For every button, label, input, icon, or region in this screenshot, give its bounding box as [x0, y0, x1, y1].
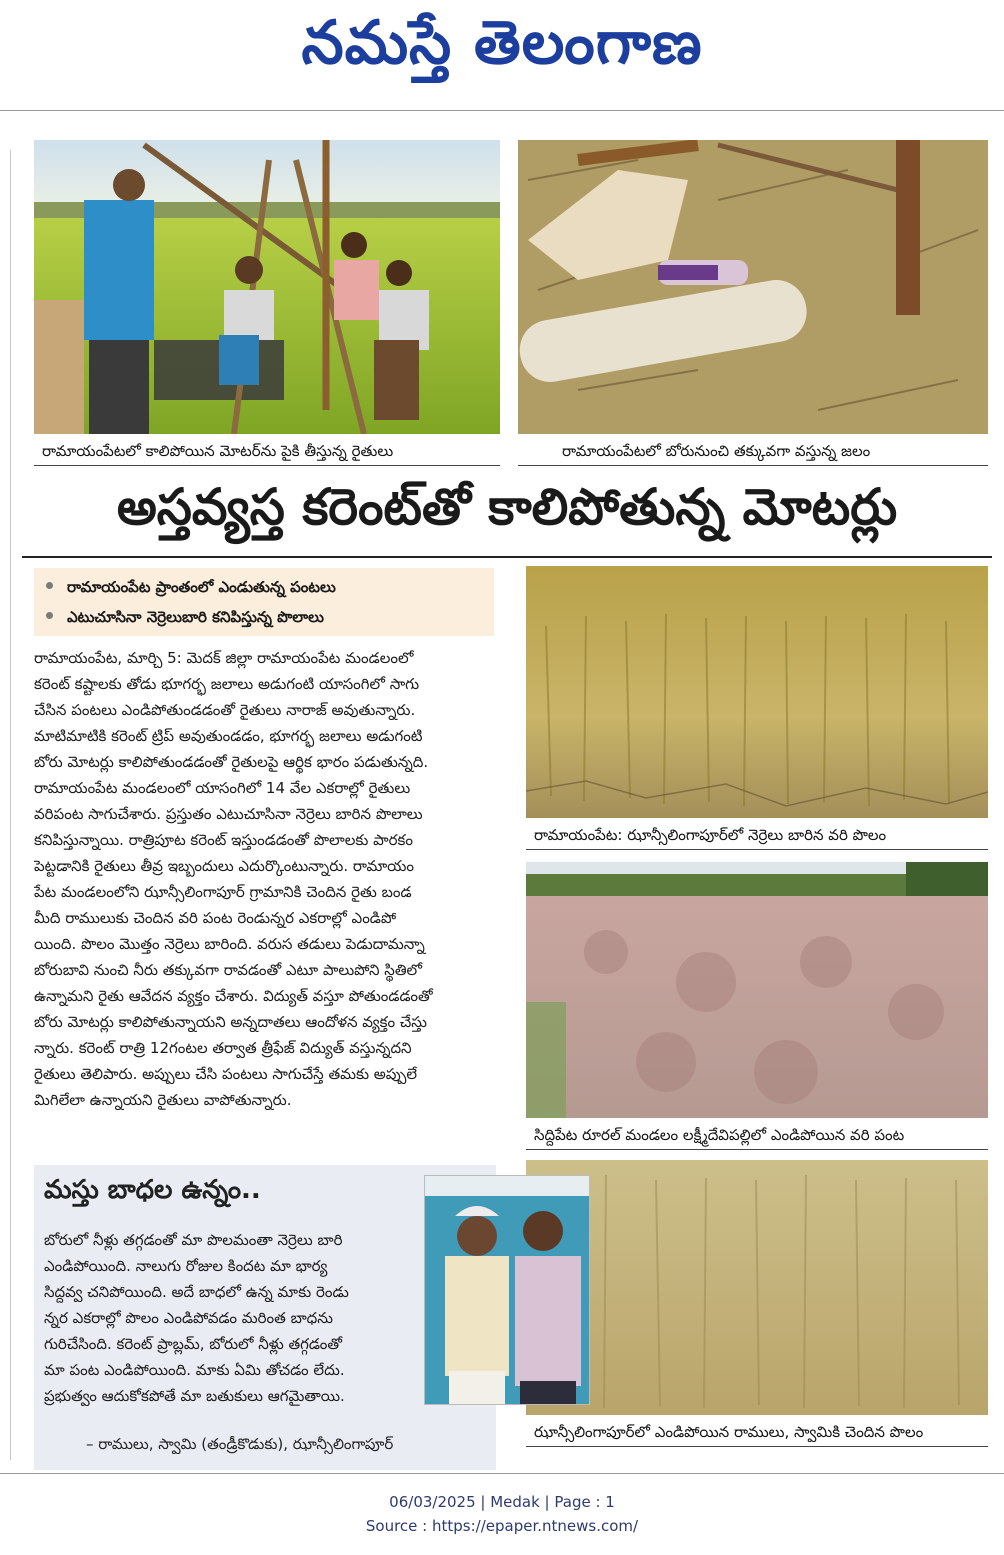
body-line: బోరు మోటర్లు కాలిపోతుండడంతో రైతులపై ఆర్థిక భారం పడుతున్నది.: [34, 753, 429, 771]
quote-line: మా పంట ఎండిపోయింది. మాకు ఏమి తోచడం లేదు.: [44, 1361, 345, 1379]
body-line: వరిపంట సాగుచేశారు. ప్రస్తుతం ఎటుచూసినా నెర్రెలు బారిన పొలాలు: [34, 805, 423, 823]
caption-rule: [526, 849, 988, 850]
bullet-dot-icon: [46, 612, 53, 619]
caption-farmers-lifting-motor: రామాయంపేటలో కాలిపోయిన మోటర్‌ను పైకి తీస్తున్న రైతులు: [42, 442, 394, 460]
masthead: [0, 0, 1004, 112]
photo-bore-pipe: [518, 140, 988, 434]
body-line: మీది రాములుకు చెందిన వరి పంట రెండున్నర ఎకరాల్లో ఎండిపో: [34, 909, 397, 927]
photo-dried-crop-siddipet: [526, 862, 988, 1118]
photo-farmer-portrait: [424, 1175, 590, 1405]
quote-line: సిద్దవ్వ చనిపోయింది. అదే బాధలో ఉన్న మాకు రెండు: [44, 1283, 349, 1301]
quote-line: న్నర ఎకరాల్లో పొలం ఎండిపోవడం మరింత బాధను: [44, 1309, 333, 1327]
quote-signature: – రాములు, స్వామి (తండ్రీకొడుకు), ఝాన్సీలింగాపూర్: [86, 1435, 394, 1453]
body-line: కనిపిస్తున్నాయి. రాత్రిపూట కరెంట్ ఇస్తుండడంతో పొలాలకు పారకం: [34, 831, 413, 849]
body-line: పెట్టడానికి రైతులు తీవ్ర ఇబ్బందులు ఎదుర్కొంటున్నారు. రామాయం: [34, 857, 415, 875]
edition-info: 06/03/2025 | Medak | Page : 1: [389, 1493, 615, 1511]
headline-rule: [22, 556, 992, 558]
caption-dried-crop-siddipet: సిద్దిపేట రూరల్ మండలం లక్ష్మీదేవిపల్లిలో ఎండిపోయిన వరి పంట: [534, 1126, 905, 1144]
newspaper-logo: నమస్తే తెలంగాణ: [301, 8, 703, 78]
highlight-bullets: [34, 568, 494, 636]
bullet-item: రామాయంపేట ప్రాంతంలో ఎండుతున్న పంటలు: [46, 578, 336, 600]
photo-dried-field-ramulu: [526, 1160, 988, 1415]
body-line: రామాయంపేట, మార్చి 5: మెదక్ జిల్లా రామాయంపేట మండలంలో: [34, 649, 414, 667]
masthead-divider: [0, 110, 1004, 111]
body-line: కరెంట్ కష్టాలకు తోడు భూగర్భ జలాలు అడుగంటి యాసంగిలో సాగు: [34, 675, 420, 693]
column-rule: [10, 150, 11, 1460]
footer-divider: [0, 1473, 1004, 1474]
quote-line: ఎండిపోయింది. నాలుగు రోజుల కిందట మా భార్య: [44, 1257, 328, 1275]
caption-rule: [526, 1149, 988, 1150]
quote-line: బోరులో నీళ్లు తగ్గడంతో మా పొలమంతా నెర్రెలు బారి: [44, 1231, 343, 1249]
article-body: [34, 645, 496, 1113]
body-line: రైతులు తెలిపారు. అప్పులు చేసి పంటలు సాగుచేస్తే తమకు అప్పులే: [34, 1065, 417, 1083]
caption-rule: [526, 1446, 988, 1447]
body-line: రామాయంపేట మండలంలో యాసంగిలో 14 వేల ఎకరాల్లో రైతులు: [34, 779, 411, 797]
quote-title: మస్తు బాధల ఉన్నం..: [44, 1175, 261, 1205]
source-link[interactable]: Source : https://epaper.ntnews.com/: [365, 1517, 639, 1535]
photo-farmers-lifting-motor: [34, 140, 500, 434]
quote-line: గురిచేసింది. కరెంట్ ప్రాబ్లమ్, బోరులో నీళ్లు తగ్గడంతో: [44, 1335, 343, 1353]
body-line: న్నారు. కరెంట్ రాత్రి 12గంటల తర్వాత త్రీఫేజ్ విద్యుత్ వస్తున్నదని: [34, 1039, 412, 1057]
body-line: మాటిమాటికి కరెంట్ ట్రిప్ అవుతుండడం, భూగర్భ జలాలు అడుగంటి: [34, 727, 423, 745]
body-line: ఉన్నామని రైతు ఆవేదన వ్యక్తం చేశారు. విద్యుత్ వస్తూ పోతుండడంతో: [34, 987, 433, 1005]
caption-rule: [518, 465, 988, 466]
body-line: బోరుబావి నుంచి నీరు తక్కువగా రావడంతో ఎటూ పాలుపోని స్థితిలో: [34, 961, 422, 979]
photo-cracked-paddy-field: [526, 566, 988, 818]
caption-dried-field-ramulu: ఝాన్సీలింగాపూర్‌లో ఎండిపోయిన రాములు, స్వామికి చెందిన పొలం: [534, 1423, 924, 1441]
body-line: పేట మండలంలోని ఝాన్సీలింగాపూర్ గ్రామానికి చెందిన రైతు బండ: [34, 883, 412, 901]
bullet-dot-icon: [46, 582, 53, 589]
headline: అస్తవ్యస్త కరెంట్‌తో కాలిపోతున్న మోటర్లు: [116, 478, 898, 536]
body-line: చేసిన పంటలు ఎండిపోతుండడంతో రైతులు నారాజ్ అవుతున్నారు.: [34, 701, 416, 719]
bullet-item: ఎటుచూసినా నెర్రెలుబారి కనిపిస్తున్న పొలాలు: [46, 608, 324, 630]
body-line: యింది. పొలం మొత్తం నెర్రెలు బారింది. వరుస తడులు పెడుదామన్నా: [34, 935, 425, 953]
caption-bore-pipe: రామాయంపేటలో బోరునుంచి తక్కువగా వస్తున్న జలం: [562, 442, 871, 460]
caption-rule: [34, 465, 500, 466]
caption-cracked-paddy-field: రామాయంపేట: ఝాన్సీలింగాపూర్‌లో నెర్రెలు బారిన వరి పొలం: [534, 826, 887, 844]
quote-text: [44, 1227, 429, 1409]
body-line: బోరు మోటర్లు కాలిపోతున్నాయని అన్నదాతలు ఆందోళన వ్యక్తం చేస్తు: [34, 1013, 427, 1031]
quote-line: ప్రభుత్వం ఆదుకోకపోతే మా బతుకులు ఆగమైతాయి.: [44, 1387, 345, 1405]
body-line: మిగిలేలా ఉన్నాయని రైతులు వాపోతున్నారు.: [34, 1091, 292, 1109]
